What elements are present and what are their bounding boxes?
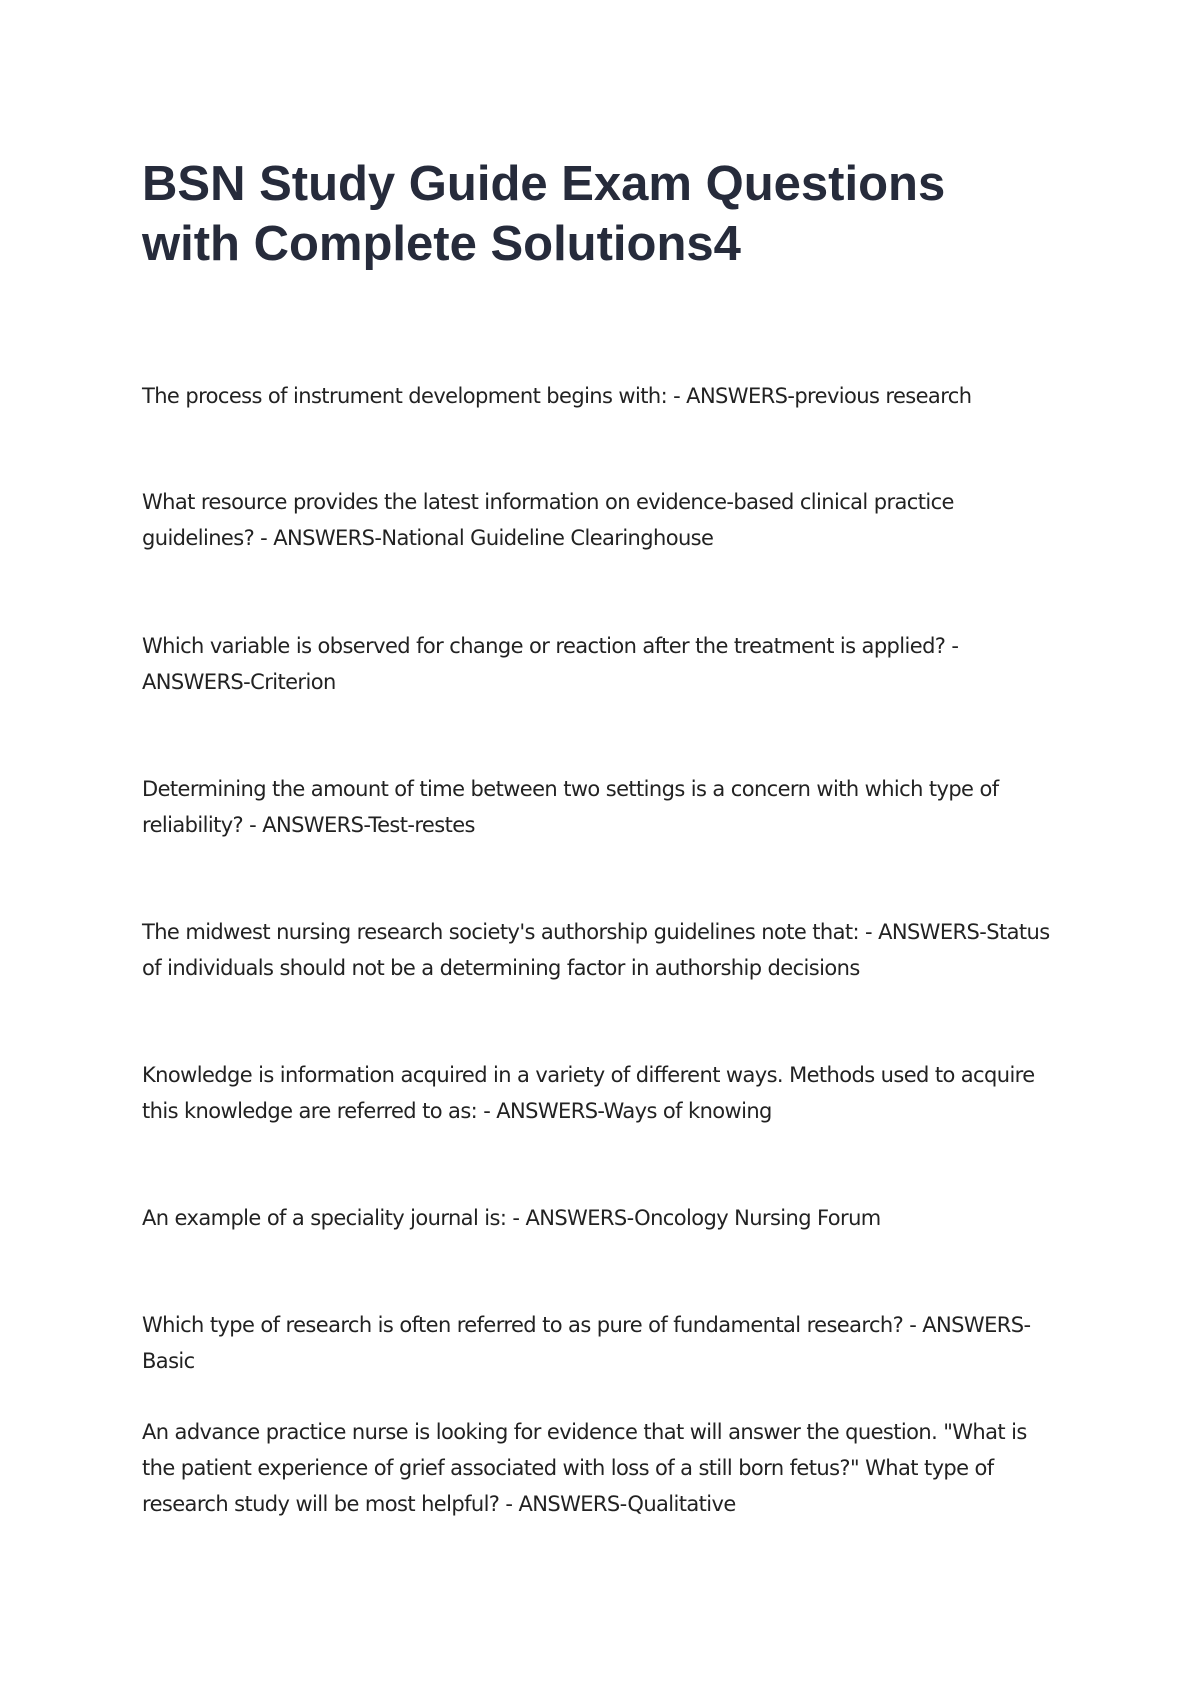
qa-entry: Which variable is observed for change or reaction after the treatment is applied? - ANSWERS-Criterion <box>142 634 959 694</box>
qa-entry: The midwest nursing research society's authorship guidelines note that: - ANSWERS-Status of individuals should not be a determining factor in authorship decisions <box>142 920 1050 980</box>
qa-entry: An example of a speciality journal is: - ANSWERS-Oncology Nursing Forum <box>142 1206 881 1230</box>
qa-entry: What resource provides the latest information on evidence-based clinical practice guidelines? - ANSWERS-National Guideline Clearinghouse <box>142 490 954 550</box>
qa-entry: The process of instrument development begins with: - ANSWERS-previous research <box>142 384 972 408</box>
qa-entry: Which type of research is often referred to as pure of fundamental research? - ANSWERS-Basic <box>142 1313 1031 1373</box>
qa-entry: Knowledge is information acquired in a variety of different ways. Methods used to acquire this knowledge are referred to as: - ANSWERS-Ways of knowing <box>142 1063 1035 1123</box>
qa-entry: An advance practice nurse is looking for evidence that will answer the question. "What is the patient experience of grief associated with loss of a still born fetus?" What type of research study will be most helpful? - ANSWERS-Qualitative <box>142 1420 1027 1516</box>
qa-entry: Determining the amount of time between two settings is a concern with which type of reliability? - ANSWERS-Test-restes <box>142 777 999 837</box>
page-title: BSN Study Guide Exam Questions with Complete Solutions4 <box>142 157 946 271</box>
